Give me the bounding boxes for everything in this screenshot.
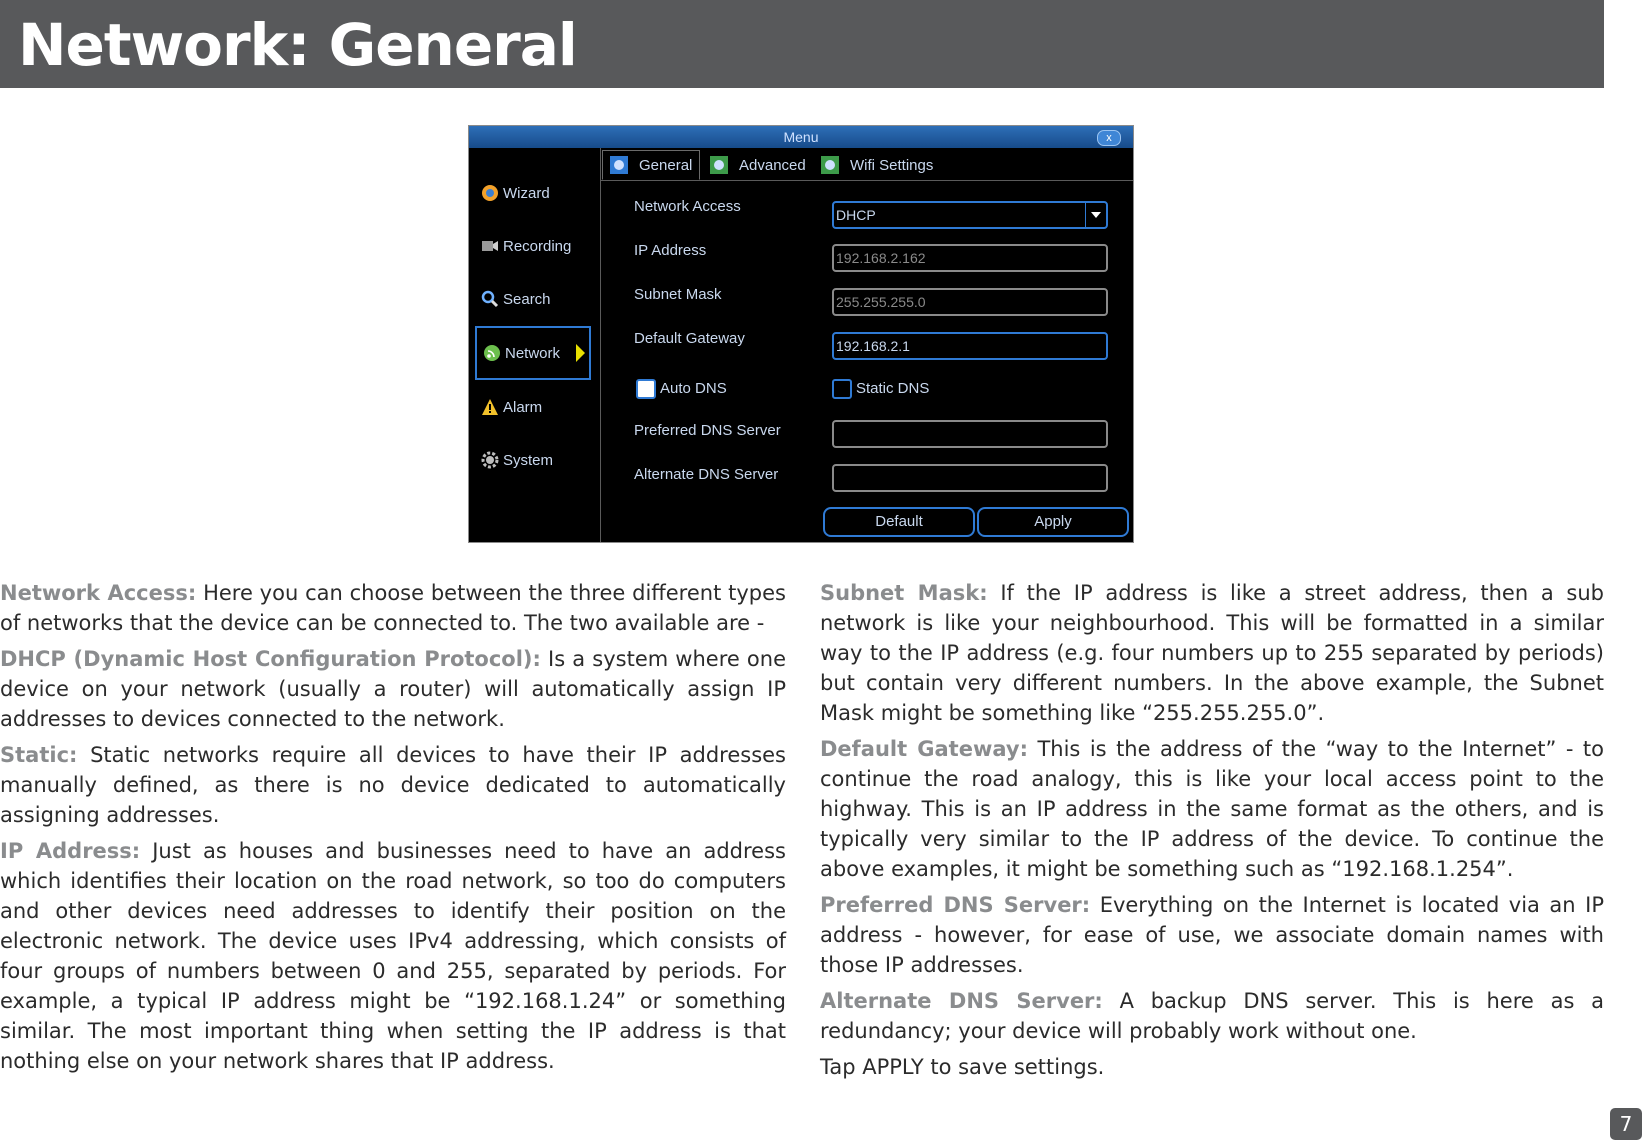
- tab-label: Wifi Settings: [850, 156, 934, 174]
- subnet-mask-label: Subnet Mask: [634, 286, 722, 303]
- paragraph-ip-address: [0, 836, 786, 1076]
- definition: A backup DNS server. This is here as a redundancy; your device will probably work without one.: [820, 989, 1605, 1043]
- static-dns-checkbox[interactable]: [832, 379, 852, 399]
- selected-arrow-icon: [576, 344, 585, 362]
- sidebar-item-label: Alarm: [503, 398, 543, 416]
- left-text-column: [0, 578, 786, 1082]
- right-text-column: [820, 578, 1604, 1088]
- preferred-dns-label: Preferred DNS Server: [634, 422, 781, 439]
- default-button[interactable]: Default: [823, 507, 975, 537]
- network-settings-icon: [609, 155, 629, 175]
- tab-advanced[interactable]: [703, 150, 815, 180]
- alarm-icon: [481, 398, 499, 416]
- paragraph-network-access: [0, 578, 786, 638]
- network-access-select[interactable]: [832, 201, 1108, 229]
- tab-label: Advanced: [739, 156, 806, 174]
- term: Preferred DNS Server:: [820, 893, 1091, 917]
- alternate-dns-field[interactable]: [832, 464, 1108, 492]
- definition: Static networks require all devices to have their IP addresses manually defined, as there is no device dedicated to automatically assigning addresses.: [0, 743, 786, 827]
- definition: Is a system where one device on your network (usually a router) will automatically assign IP addresses to devices connected to the network.: [0, 647, 787, 731]
- dvr-window-title: Menu: [783, 129, 819, 145]
- sidebar-item-network[interactable]: [475, 326, 591, 380]
- dvr-title-bar: [469, 126, 1133, 148]
- sidebar-item-label: Recording: [503, 237, 572, 255]
- alternate-dns-label: Alternate DNS Server: [634, 466, 779, 483]
- paragraph-static: [0, 740, 786, 830]
- gear-icon: [481, 451, 499, 469]
- page-title: Network: General: [18, 11, 577, 79]
- term: Network Access:: [0, 581, 197, 605]
- chevron-down-icon[interactable]: [1085, 203, 1106, 227]
- sidebar-item-system[interactable]: [475, 435, 591, 485]
- definition: Just as houses and businesses need to have an address which identifies their location on the road network, so too do computers and other devices need addresses to identify their position on the electronic network. The device uses IPv4 addressing, which consists of four groups of numbers between 0 and 255, separated by periods. For example, a typical IP address might be “192.168.1.24” or something similar. The most important thing when setting the IP address is that nothing else on your network shares that IP address.: [0, 839, 786, 1073]
- ip-address-field[interactable]: 192.168.2.162: [832, 244, 1108, 272]
- wizard-icon: [481, 184, 499, 202]
- sidebar-item-alarm[interactable]: [475, 382, 591, 432]
- term: Static:: [0, 743, 78, 767]
- apply-button[interactable]: Apply: [977, 507, 1129, 537]
- dvr-sidebar: [469, 148, 601, 542]
- static-dns-label: Static DNS: [856, 380, 930, 397]
- network-access-value: DHCP: [836, 207, 876, 223]
- tab-general[interactable]: [602, 150, 700, 180]
- search-icon: [481, 290, 499, 308]
- definition: Everything on the Internet is located via an IP address - however, for ease of use, we associate domain names with those IP addresses.: [820, 893, 1604, 977]
- sidebar-item-search[interactable]: [475, 274, 591, 324]
- sidebar-item-label: Wizard: [503, 184, 550, 202]
- definition: If the IP address is like a street address, then a sub network is like your neighbourhood. This will be formatted in a similar way to the IP address (e.g. four numbers up to 255 separated by periods) but contain very different numbers. In the above example, the Subnet Mask might be something like “255.255.255.0”.: [820, 581, 1604, 725]
- ip-address-label: IP Address: [634, 242, 707, 259]
- sidebar-item-label: System: [503, 451, 554, 469]
- definition: Here you can choose between the three different types of networks that the device can be connected to. The two available are -: [0, 581, 786, 635]
- page-header: [0, 0, 1604, 88]
- default-gateway-field[interactable]: 192.168.2.1: [832, 332, 1108, 360]
- tab-label: General: [639, 156, 693, 174]
- definition: Tap APPLY to save settings.: [820, 1055, 1105, 1079]
- advanced-settings-icon: [709, 155, 729, 175]
- paragraph-preferred-dns: [820, 890, 1604, 980]
- term: Subnet Mask:: [820, 581, 988, 605]
- network-icon: [483, 344, 501, 362]
- sidebar-item-label: Search: [503, 290, 551, 308]
- dvr-menu-screenshot: [468, 125, 1134, 543]
- network-access-label: Network Access: [634, 198, 741, 215]
- term: Alternate DNS Server:: [820, 989, 1103, 1013]
- sidebar-item-label: Network: [505, 344, 561, 362]
- term: DHCP (Dynamic Host Configuration Protocol):: [0, 647, 541, 671]
- paragraph-apply-instruction: [820, 1052, 1604, 1082]
- paragraph-default-gateway: [820, 734, 1604, 884]
- term: IP Address:: [0, 839, 141, 863]
- subnet-mask-field[interactable]: 255.255.255.0: [832, 288, 1108, 316]
- wifi-settings-icon: [820, 155, 840, 175]
- sidebar-item-wizard[interactable]: [475, 168, 591, 218]
- dvr-tab-bar: [601, 148, 1133, 181]
- recording-icon: [481, 237, 499, 255]
- auto-dns-checkbox[interactable]: [636, 379, 656, 399]
- auto-dns-label: Auto DNS: [660, 380, 727, 397]
- sidebar-item-recording[interactable]: [475, 221, 591, 271]
- definition: This is the address of the “way to the Internet” - to continue the road analogy, this is like your local access point to the highway. This is an IP address in the same format as the others, and is typically very similar to the IP address of the device. To continue the above examples, it might be something such as “192.168.1.254”.: [820, 737, 1604, 881]
- paragraph-alternate-dns: [820, 986, 1604, 1046]
- term: Default Gateway:: [820, 737, 1028, 761]
- preferred-dns-field[interactable]: [832, 420, 1108, 448]
- tab-wifi-settings[interactable]: [814, 150, 954, 180]
- page-number: 7: [1610, 1108, 1642, 1140]
- default-gateway-label: Default Gateway: [634, 330, 745, 347]
- paragraph-dhcp: [0, 644, 786, 734]
- paragraph-subnet-mask: [820, 578, 1604, 728]
- close-icon[interactable]: x: [1097, 130, 1121, 146]
